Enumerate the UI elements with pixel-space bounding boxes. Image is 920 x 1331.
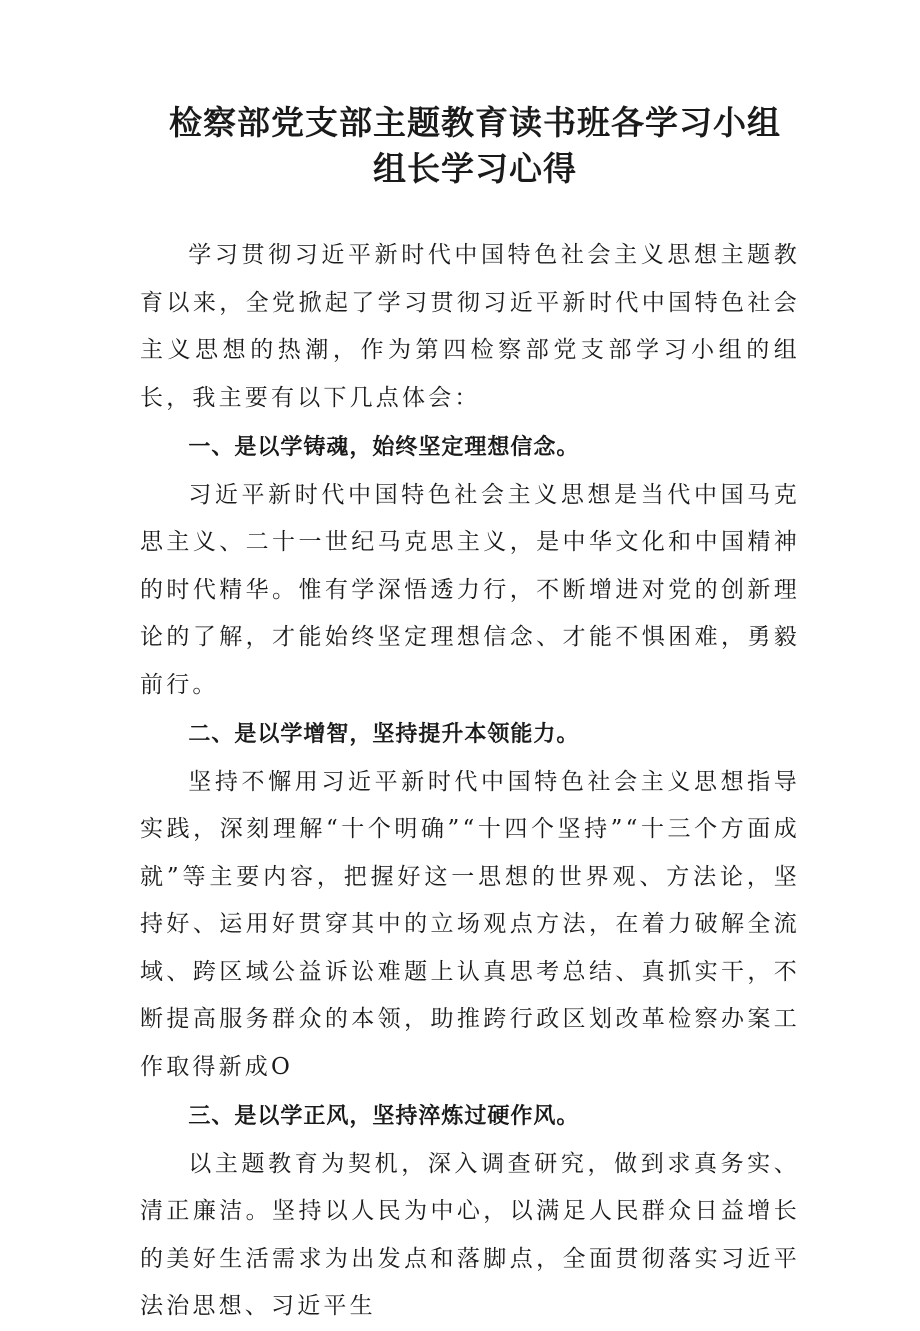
title-line-1: 检察部党支部主题教育读书班各学习小组 xyxy=(169,103,781,142)
section-3-heading: 三、是以学正风，坚持淬炼过硬作风。 xyxy=(188,1104,580,1129)
section-1-heading: 一、是以学铸魂，始终坚定理想信念。 xyxy=(188,435,580,460)
section-2-body: 坚持不懈用习近平新时代中国特色社会主义思想指导实践，深刻理解“十个明确”“十四个坚持”“十三个方面成就”等主要内容，把握好这一思想的世界观、方法论，坚持好、运用好贯穿其中的立场观点方法，在着力破解全流域、跨区域公益诉讼难题上认真思考总结、真抓实干，不断提高服务群众的本领，助推跨行政区划改革检察办案工作取得新成O xyxy=(140,768,800,1080)
section-3-body: 以主题教育为契机，深入调查研究，做到求真务实、清正廉洁。坚持以人民为中心，以满足人民群众日益增长的美好生活需求为出发点和落脚点，全面贯彻落实习近平法治思想、习近平生 xyxy=(140,1150,800,1319)
title-line-2: 组长学习心得 xyxy=(373,149,577,188)
section-2-heading: 二、是以学增智，坚持提升本领能力。 xyxy=(188,722,580,747)
section-1-body: 习近平新时代中国特色社会主义思想是当代中国马克思主义、二十一世纪马克思主义，是中华文化和中国精神的时代精华。惟有学深悟透力行，不断增进对党的创新理论的了解，才能始终坚定理想信念、才能不惧困难，勇毅前行。 xyxy=(140,481,800,698)
intro-paragraph: 学习贯彻习近平新时代中国特色社会主义思想主题教育以来，全党掀起了学习贯彻习近平新时代中国特色社会主义思想的热潮，作为第四检察部党支部学习小组的组长，我主要有以下几点体会： xyxy=(140,242,800,411)
document-title xyxy=(140,100,800,192)
